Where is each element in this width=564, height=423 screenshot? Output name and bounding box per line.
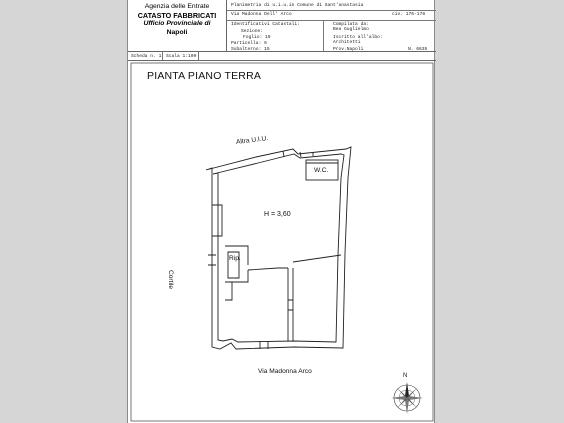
sezione-label: Sezione: bbox=[241, 29, 264, 34]
civic-number: civ. 176-178 bbox=[392, 12, 426, 17]
plan-title: PIANTA PIANO TERRA bbox=[147, 70, 262, 82]
foglio-label: Foglio: 19 bbox=[243, 35, 271, 40]
wc-label: W.C. bbox=[314, 167, 329, 174]
agency-name: Agenzia delle Entrate bbox=[144, 3, 210, 10]
ident-title: Identificativi Catastali: bbox=[231, 22, 300, 27]
iscritto-label: Iscritto all'albo: bbox=[333, 35, 383, 40]
compilatore-name: Bea Guglielmo bbox=[333, 27, 369, 32]
planimetria-text: Planimetria di u.i.u.in Comune di Sant'anastasia bbox=[231, 3, 364, 8]
cadastral-sheet bbox=[127, 0, 435, 423]
compilata-label: Compilata da: bbox=[333, 22, 369, 27]
agency-city: Napoli bbox=[166, 28, 188, 36]
courtyard-label: Cortile bbox=[167, 270, 174, 290]
address-text: Via Madonna Dell' Arco bbox=[231, 12, 292, 17]
registration-number: N. 6635 bbox=[408, 47, 428, 52]
plan-walls bbox=[206, 147, 351, 349]
scheda-number: Scheda n. 1 bbox=[131, 54, 162, 59]
street-label: Via Madonna Arco bbox=[258, 368, 312, 375]
neighbor-unit-label: Altra U.I.U. bbox=[235, 135, 269, 146]
compass-rose bbox=[391, 382, 423, 414]
province-label: Prov.Napoli bbox=[333, 47, 364, 52]
albo-name: Architetti bbox=[333, 40, 361, 45]
agency-office: Ufficio Provinciale di bbox=[143, 20, 211, 28]
scale-label: Scala 1:100 bbox=[166, 54, 197, 59]
agency-department: CATASTO FABBRICATI bbox=[137, 10, 217, 20]
particella-label: Particella: 6 bbox=[231, 41, 267, 46]
north-label: N bbox=[403, 373, 408, 379]
ceiling-height-label: H = 3,60 bbox=[264, 211, 291, 218]
subalterno-label: Subalterno: 15 bbox=[231, 47, 270, 52]
storage-label: Rip. bbox=[229, 255, 241, 262]
